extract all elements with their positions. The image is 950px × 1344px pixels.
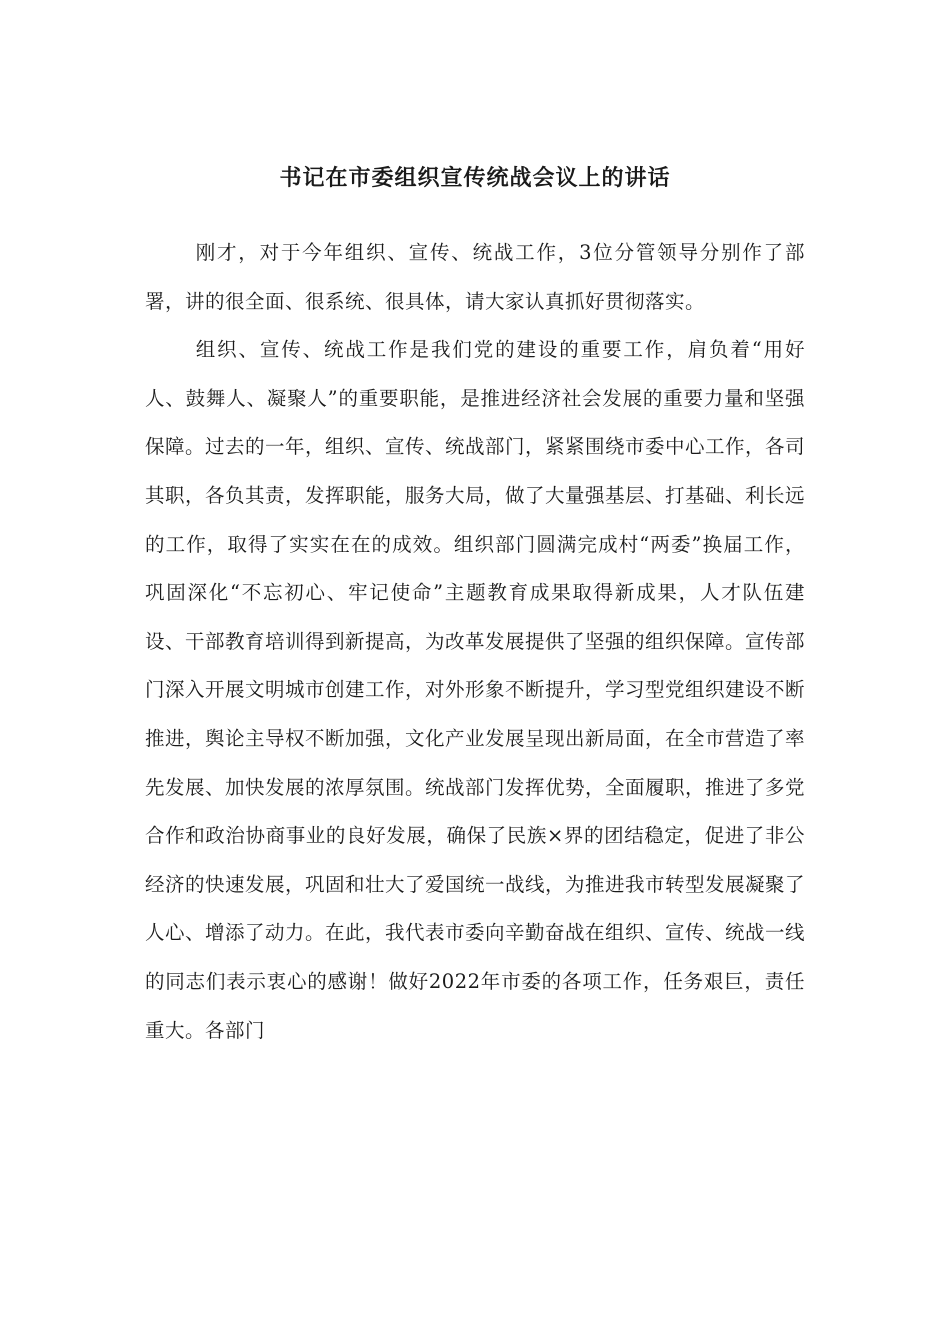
paragraph-2: 组织、宣传、统战工作是我们党的建设的重要工作，肩负着“用好人、鼓舞人、凝聚人”的重要职能，是推进经济社会发展的重要力量和坚强保障。过去的一年，组织、宣传、统战部门，紧紧围绕市委中心工作，各司其职，各负其责，发挥职能，服务大局，做了大量强基层、打基础、利长远的工作，取得了实实在在的成效。组织部门圆满完成村“两委”换届工作，巩固深化“不忘初心、牢记使命”主题教育成果取得新成果，人才队伍建设、干部教育培训得到新提高，为改革发展提供了坚强的组织保障。宣传部门深入开展文明城市创建工作，对外形象不断提升，学习型党组织建设不断推进，舆论主导权不断加强，文化产业发展呈现出新局面，在全市营造了率先发展、加快发展的浓厚氛围。统战部门发挥优势，全面履职，推进了多党合作和政治协商事业的良好发展，确保了民族×界的团结稳定，促进了非公经济的快速发展，巩固和壮大了爱国统一战线，为推进我市转型发展凝聚了人心、增添了动力。在此，我代表市委向辛勤奋战在组织、宣传、统战一线的同志们表示衷心的感谢！做好2022年市委的各项工作，任务艰巨，责任重大。各部门 — [145, 338, 806, 1042]
paragraph-1: 刚才，对于今年组织、宣传、统战工作，3位分管领导分别作了部署，讲的很全面、很系统、很具体，请大家认真抓好贯彻落实。 — [145, 241, 805, 313]
document-title: 书记在市委组织宣传统战会议上的讲话 — [279, 165, 671, 191]
document-body — [145, 229, 805, 1055]
